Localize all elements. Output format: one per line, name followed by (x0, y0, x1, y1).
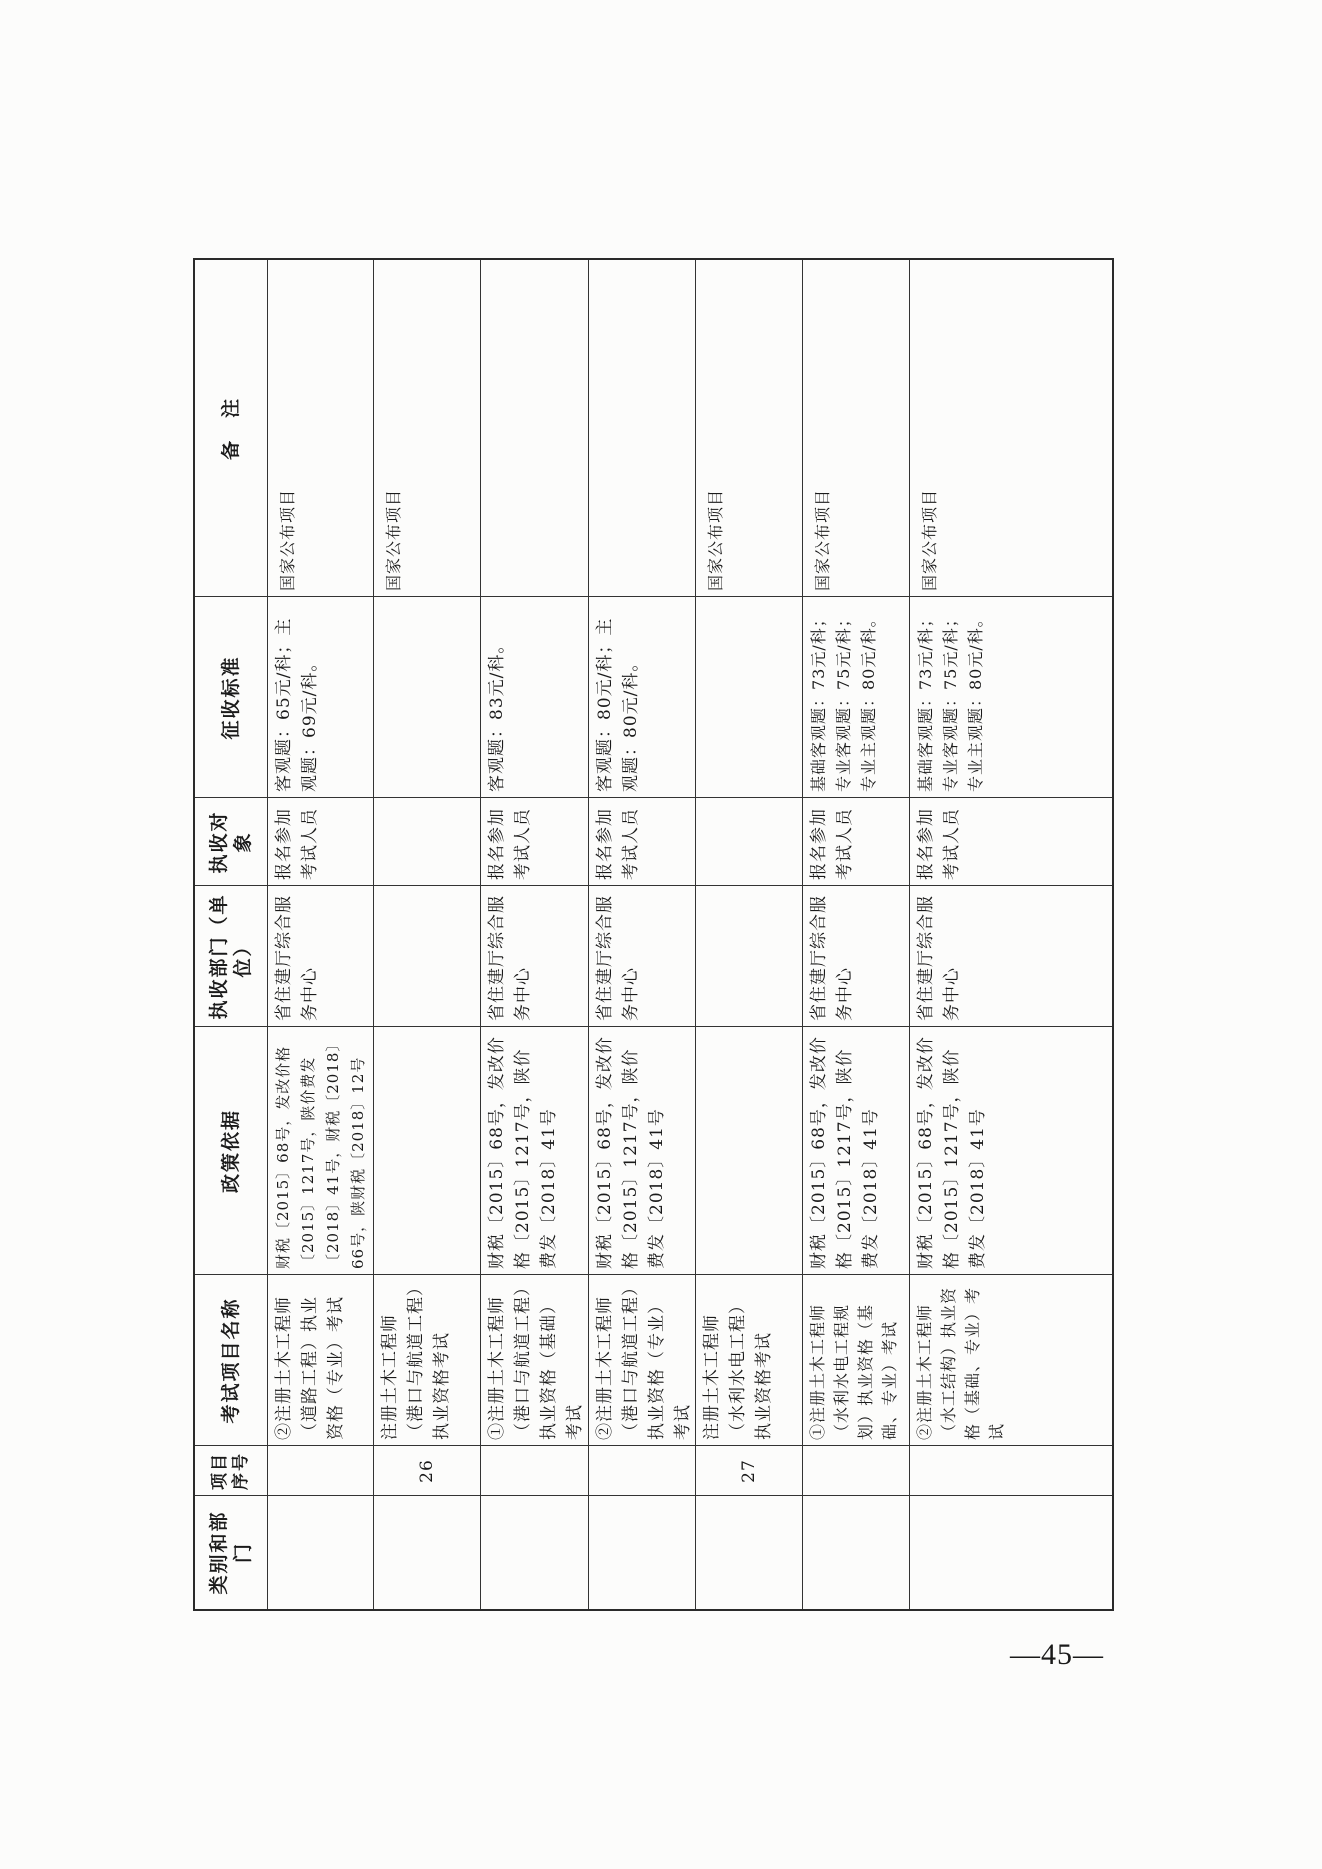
row0-dept: 省住建厅综合服务中心 (274, 895, 320, 1021)
row0-category (267, 1496, 373, 1609)
row3-category (588, 1496, 695, 1609)
row3-remark (588, 260, 695, 597)
row4-category (695, 1496, 802, 1609)
row1-standard (373, 597, 480, 798)
row2-target: 报名参加考试人员 (487, 808, 533, 880)
row6-dept: 省住建厅综合服务中心 (916, 895, 962, 1021)
row1-remark: 国家公布项目 (384, 488, 403, 591)
row1-item-no: 26 (416, 1459, 437, 1483)
row4-item-no: 27 (738, 1459, 759, 1483)
header-standard: 征收标准 (220, 655, 242, 740)
row5-policy: 财税〔2015〕68号，发改价格〔2015〕1217号，陕价费发〔2018〕41号 (809, 1036, 881, 1269)
row2-standard: 客观题：83元/科。 (487, 635, 507, 792)
row0-target: 报名参加考试人员 (274, 808, 320, 880)
row5-category (802, 1496, 909, 1609)
row2-category (480, 1496, 588, 1609)
row4-standard (695, 597, 802, 798)
row3-standard: 客观题：80元/科；主观题：80元/科。 (595, 617, 641, 792)
row2-item-no (480, 1446, 588, 1496)
row3-target: 报名参加考试人员 (595, 808, 641, 880)
row6-remark: 国家公布项目 (920, 488, 939, 591)
page-number: —45— (1010, 1638, 1104, 1671)
row3-policy: 财税〔2015〕68号，发改价格〔2015〕1217号，陕价费发〔2018〕41号 (595, 1036, 667, 1269)
row1-category (373, 1496, 480, 1609)
row2-policy: 财税〔2015〕68号，发改价格〔2015〕1217号，陕价费发〔2018〕41号 (487, 1036, 559, 1269)
row6-item-no (909, 1446, 1114, 1496)
row4-target (695, 798, 802, 886)
row2-exam-name: ①注册土木工程师（港口与航道工程）执业资格（基础）考试 (487, 1286, 585, 1440)
row6-target: 报名参加考试人员 (916, 808, 962, 880)
header-dept: 执收部门（单位） (208, 893, 254, 1020)
row2-remark (480, 260, 588, 597)
row5-item-no (802, 1446, 909, 1496)
row0-remark: 国家公布项目 (278, 488, 297, 591)
row0-policy: 财税〔2015〕68号，发改价格〔2015〕1217号，陕价费发〔2018〕41号，财税〔2018〕66号，陕财税〔2018〕12号 (274, 1035, 367, 1269)
row3-exam-name: ②注册土木工程师（港口与航道工程）执业资格（专业）考试 (595, 1286, 693, 1440)
row1-exam-name: 注册土木工程师（港口与航道工程）执业资格考试 (380, 1286, 452, 1440)
row0-item-no (267, 1446, 373, 1496)
row1-dept (373, 886, 480, 1027)
row6-category (909, 1496, 1114, 1609)
row6-policy: 财税〔2015〕68号，发改价格〔2015〕1217号，陕价费发〔2018〕41号 (916, 1036, 988, 1269)
row4-policy (695, 1027, 802, 1275)
row4-dept (695, 886, 802, 1027)
row4-exam-name: 注册土木工程师（水利水电工程）执业资格考试 (702, 1296, 774, 1440)
row5-target: 报名参加考试人员 (809, 808, 855, 880)
row5-exam-name: ①注册土木工程师（水利水电工程规划）执业资格（基础、专业）考试 (808, 1303, 899, 1440)
row3-item-no (588, 1446, 695, 1496)
row0-exam-name: ②注册土木工程师（道路工程）执业资格（专业）考试 (274, 1296, 346, 1440)
header-policy: 政策依据 (220, 1109, 242, 1194)
header-target: 执收对象 (208, 810, 254, 874)
header-exam-name: 考试项目名称 (220, 1297, 242, 1424)
row6-standard: 基础客观题：73元/科；专业客观题：75元/科；专业主观题：80元/科。 (916, 610, 985, 792)
rotated-table-wrapper (193, 258, 1114, 1611)
header-remark: 备 注 (220, 397, 242, 461)
row2-dept: 省住建厅综合服务中心 (487, 895, 533, 1021)
row5-standard: 基础客观题：73元/科；专业客观题：75元/科；专业主观题：80元/科。 (809, 610, 878, 792)
fee-table (193, 258, 1114, 1611)
row4-remark: 国家公布项目 (706, 488, 725, 591)
row3-dept: 省住建厅综合服务中心 (595, 895, 641, 1021)
header-item-no: 项目序号 (210, 1452, 251, 1490)
row1-target (373, 798, 480, 886)
row6-exam-name: ②注册土木工程师（水工结构）执业资格（基础、专业）考试 (915, 1286, 1006, 1440)
row5-dept: 省住建厅综合服务中心 (809, 895, 855, 1021)
row5-remark: 国家公布项目 (813, 488, 832, 591)
header-category: 类别和部门 (208, 1510, 254, 1595)
row1-policy (373, 1027, 480, 1275)
row0-standard: 客观题：65元/科；主观题：69元/科。 (274, 617, 320, 792)
